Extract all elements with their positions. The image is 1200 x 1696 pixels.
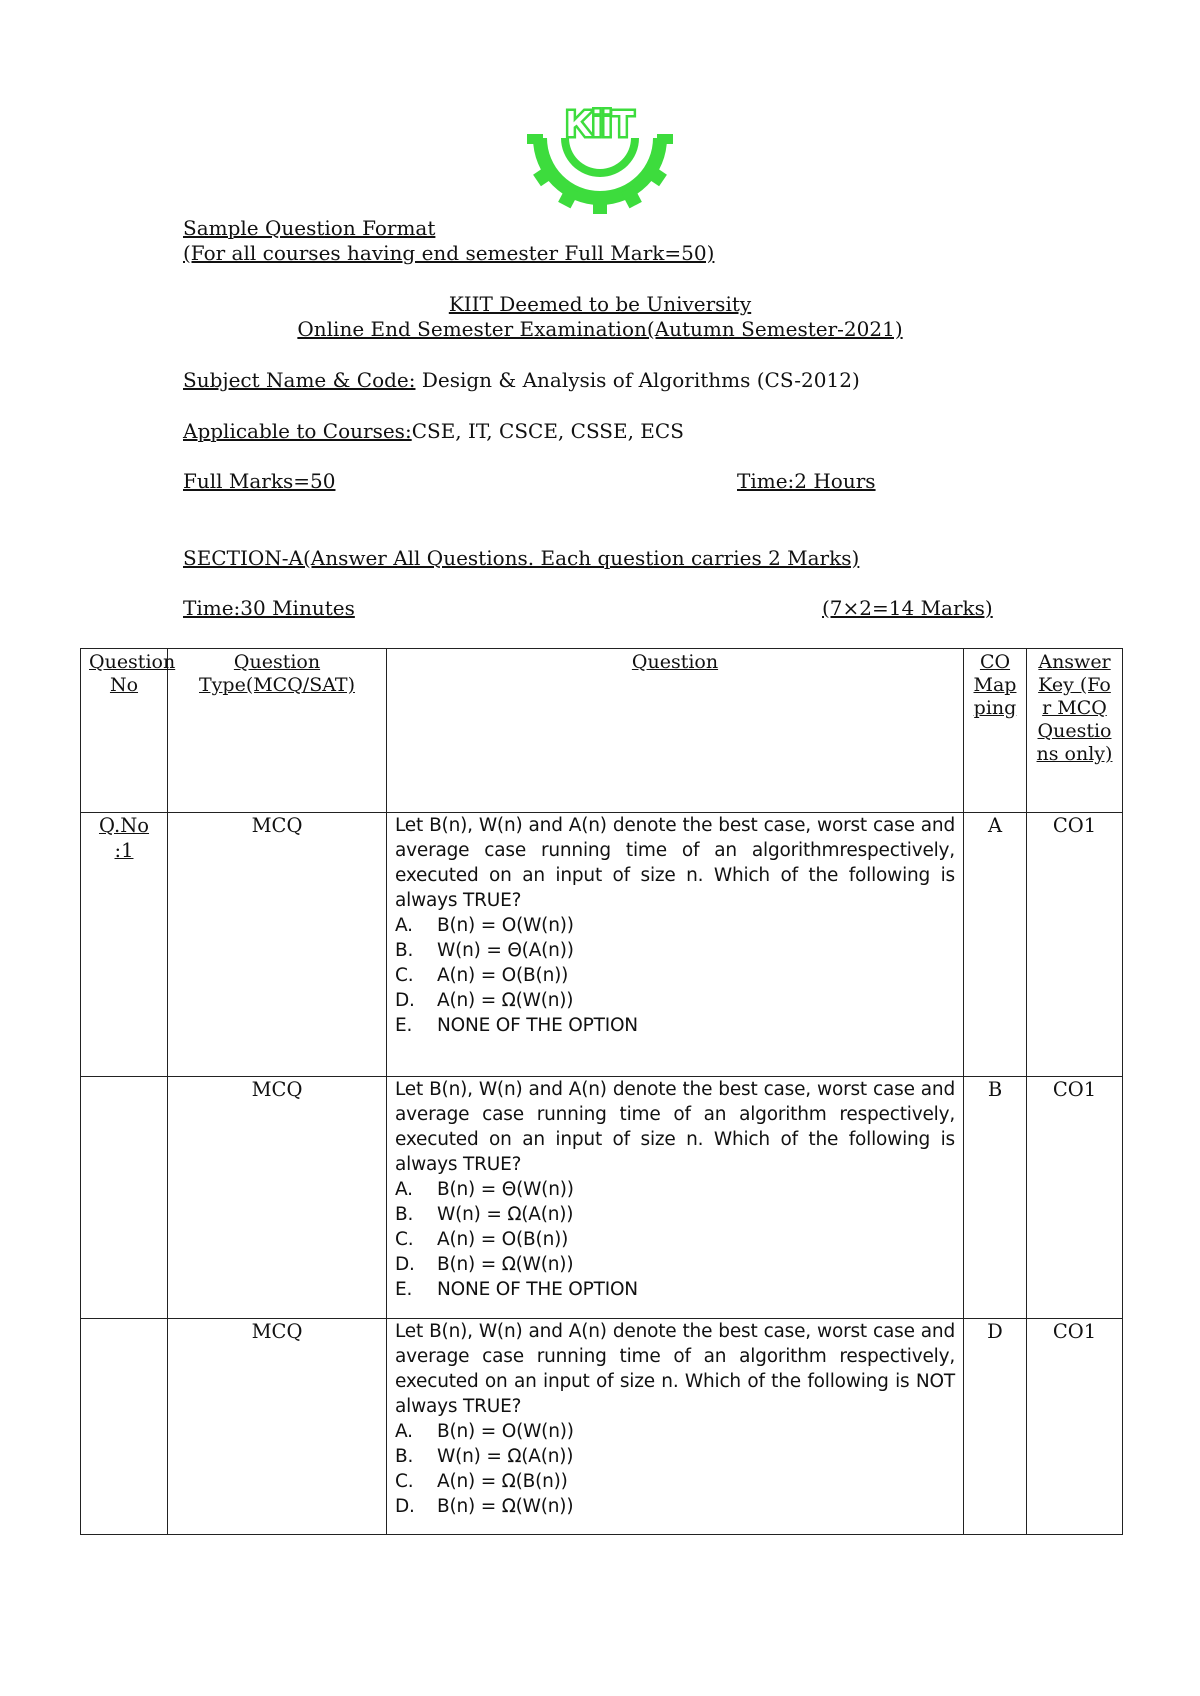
option: E. NONE OF THE OPTION bbox=[395, 1015, 638, 1036]
question-cell bbox=[387, 1319, 964, 1535]
for-courses-note: (For all courses having end semester Full Mark=50) bbox=[183, 241, 715, 265]
courses-line bbox=[183, 419, 684, 443]
courses-value: CSE, IT, CSCE, CSSE, ECS bbox=[411, 419, 684, 443]
table-row bbox=[81, 813, 1123, 1077]
question-cell bbox=[387, 1077, 964, 1319]
section-time: Time:30 Minutes bbox=[183, 596, 355, 620]
question-type: MCQ bbox=[168, 1319, 387, 1535]
courses-label: Applicable to Courses: bbox=[183, 419, 412, 443]
co-mapping: D bbox=[964, 1319, 1027, 1535]
question-number bbox=[81, 1077, 168, 1319]
answer-key: CO1 bbox=[1027, 1077, 1123, 1319]
kiit-logo bbox=[525, 100, 675, 215]
option: E. NONE OF THE OPTION bbox=[395, 1279, 638, 1300]
option: A. B(n) = Θ(W(n)) bbox=[395, 1179, 574, 1200]
question-cell bbox=[387, 813, 964, 1077]
subject-value: Design & Analysis of Algorithms (CS-2012) bbox=[415, 368, 860, 392]
answer-key: CO1 bbox=[1027, 813, 1123, 1077]
question-type: MCQ bbox=[168, 813, 387, 1077]
option: D. B(n) = Ω(W(n)) bbox=[395, 1254, 574, 1275]
question-text: Let B(n), W(n) and A(n) denote the best case, worst case and average case running time of an algorithmrespectively, executed on an input of size n. Which of the following is always TRUE? bbox=[395, 815, 955, 911]
option: B. W(n) = Θ(A(n)) bbox=[395, 940, 574, 961]
table-row bbox=[81, 1077, 1123, 1319]
question-type: MCQ bbox=[168, 1077, 387, 1319]
university-name: KIIT Deemed to be University bbox=[448, 292, 752, 316]
question-text: Let B(n), W(n) and A(n) denote the best case, worst case and average case running time of an algorithm respectively, executed on an input of size n. Which of the following is NOT always TRUE? bbox=[395, 1321, 955, 1417]
section-marks: (7×2=14 Marks) bbox=[822, 596, 993, 620]
header-co: CO Mapping bbox=[964, 649, 1027, 813]
exam-title: Online End Semester Examination(Autumn Semester-2021) bbox=[297, 317, 903, 341]
header-qno: Question No bbox=[81, 649, 168, 813]
question-text: Let B(n), W(n) and A(n) denote the best case, worst case and average case running time of an algorithm respectively, executed on an input of size n. Which of the following is always TRUE? bbox=[395, 1079, 955, 1175]
section-heading: SECTION-A(Answer All Questions. Each question carries 2 Marks) bbox=[183, 546, 860, 570]
option: B. W(n) = Ω(A(n)) bbox=[395, 1204, 574, 1225]
option: B. W(n) = Ω(A(n)) bbox=[395, 1446, 574, 1467]
header-key: Answer Key (For MCQ Questions only) bbox=[1027, 649, 1123, 813]
subject-line bbox=[183, 368, 860, 392]
svg-text:KiiT: KiiT bbox=[566, 103, 634, 144]
option: C. A(n) = Ω(B(n)) bbox=[395, 1471, 568, 1492]
full-marks: Full Marks=50 bbox=[183, 469, 336, 493]
question-table bbox=[80, 648, 1123, 1535]
header-question: Question bbox=[387, 649, 964, 813]
co-mapping: B bbox=[964, 1077, 1027, 1319]
option: D. A(n) = Ω(W(n)) bbox=[395, 990, 574, 1011]
option: A. B(n) = O(W(n)) bbox=[395, 915, 574, 936]
sample-format-heading: Sample Question Format bbox=[183, 216, 436, 240]
answer-key: CO1 bbox=[1027, 1319, 1123, 1535]
header-type: Question Type(MCQ/SAT) bbox=[168, 649, 387, 813]
option: C. A(n) = O(B(n)) bbox=[395, 965, 569, 986]
table-header-row bbox=[81, 649, 1123, 813]
option: A. B(n) = O(W(n)) bbox=[395, 1421, 574, 1442]
table-row bbox=[81, 1319, 1123, 1535]
option: C. A(n) = O(B(n)) bbox=[395, 1229, 569, 1250]
total-time: Time:2 Hours bbox=[737, 469, 876, 493]
option: D. B(n) = Ω(W(n)) bbox=[395, 1496, 574, 1517]
question-number bbox=[81, 1319, 168, 1535]
co-mapping: A bbox=[964, 813, 1027, 1077]
subject-label: Subject Name & Code: bbox=[183, 368, 416, 392]
question-number: Q.No :1 bbox=[81, 813, 168, 1077]
